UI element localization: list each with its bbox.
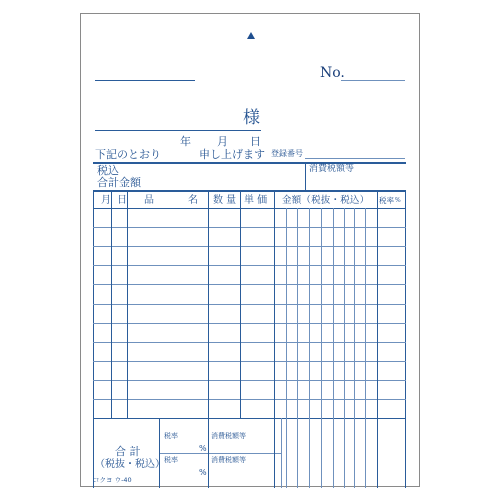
footer-column-line — [159, 418, 160, 488]
number-label: No. — [320, 65, 345, 81]
line-items-table — [93, 190, 406, 488]
digit-column-line — [344, 208, 345, 488]
date-year-label: 年 — [180, 135, 191, 148]
intro-left-text: 下記のとおり — [95, 148, 161, 161]
table-column-line — [208, 190, 209, 418]
table-row-line — [93, 418, 406, 419]
table-row-line — [93, 265, 406, 266]
digit-column-line — [354, 208, 355, 488]
footer-column-line — [281, 418, 282, 488]
footer-tax-rate-label-2: 税率 — [164, 456, 178, 464]
total-label-amount: 合計金額 — [97, 176, 141, 189]
table-row-line — [93, 227, 406, 228]
table-row-line — [93, 361, 406, 362]
registration-number-label: 登録番号 — [271, 149, 303, 158]
digit-column-line — [297, 208, 298, 488]
footer-consumption-tax-1: 消費税額等 — [211, 432, 246, 440]
header-item-1: 品 — [144, 195, 154, 206]
header-amount: 金額（税抜・税込） — [282, 195, 370, 206]
header-month: 月 — [101, 195, 111, 206]
date-day-label: 日 — [250, 135, 261, 148]
tax-rate-column-line — [377, 190, 378, 488]
header-unit-price: 単 価 — [244, 195, 268, 206]
digit-column-line — [286, 208, 287, 488]
addressee-suffix: 様 — [243, 108, 260, 128]
footer-percent-1: % — [199, 444, 207, 453]
registration-number-line — [305, 158, 405, 159]
footer-consumption-tax-2: 消費税額等 — [211, 456, 246, 464]
top-left-line — [95, 80, 195, 81]
footer-split-line — [159, 453, 281, 454]
table-row-line — [93, 323, 406, 324]
product-code: コクヨ ウ-40 — [93, 476, 132, 484]
date-month-label: 月 — [217, 135, 228, 148]
number-underline — [341, 80, 405, 81]
table-column-line — [111, 190, 112, 418]
table-row-line — [93, 342, 406, 343]
footer-percent-2: % — [199, 468, 207, 477]
header-item-2: 名 — [188, 195, 198, 206]
consumption-tax-label-top: 消費税額等 — [309, 164, 355, 174]
table-row-line — [93, 304, 406, 305]
header-tax-rate-unit: % — [395, 197, 401, 204]
tear-marker-icon — [247, 32, 255, 40]
invoice-form-sheet — [80, 13, 420, 487]
table-column-line — [274, 190, 275, 418]
table-row-line — [93, 246, 406, 247]
total-box-top — [93, 162, 406, 164]
footer-tax-rate-label-1: 税率 — [164, 432, 178, 440]
footer-total-sublabel: （税抜・税込） — [95, 459, 165, 470]
header-quantity: 数 量 — [213, 195, 237, 206]
header-day: 日 — [117, 195, 127, 206]
digit-column-line — [321, 208, 322, 488]
table-row-line — [93, 284, 406, 285]
digit-column-line — [309, 208, 310, 488]
footer-total-label: 合 計 — [115, 445, 141, 458]
total-label-tax-included: 税込 — [97, 164, 119, 177]
footer-column-line — [208, 418, 209, 488]
digit-column-line — [365, 208, 366, 488]
intro-right-text: 申し上げます — [199, 148, 265, 161]
table-row-line — [93, 380, 406, 381]
addressee-line — [95, 130, 261, 131]
total-box-divider — [305, 162, 306, 190]
table-row-line — [93, 399, 406, 400]
table-column-line — [240, 190, 241, 418]
footer-column-line — [274, 418, 275, 488]
table-header-divider — [93, 208, 406, 209]
digit-column-line — [333, 208, 334, 488]
table-column-line — [127, 190, 128, 418]
header-tax-rate: 税率 — [379, 196, 394, 205]
